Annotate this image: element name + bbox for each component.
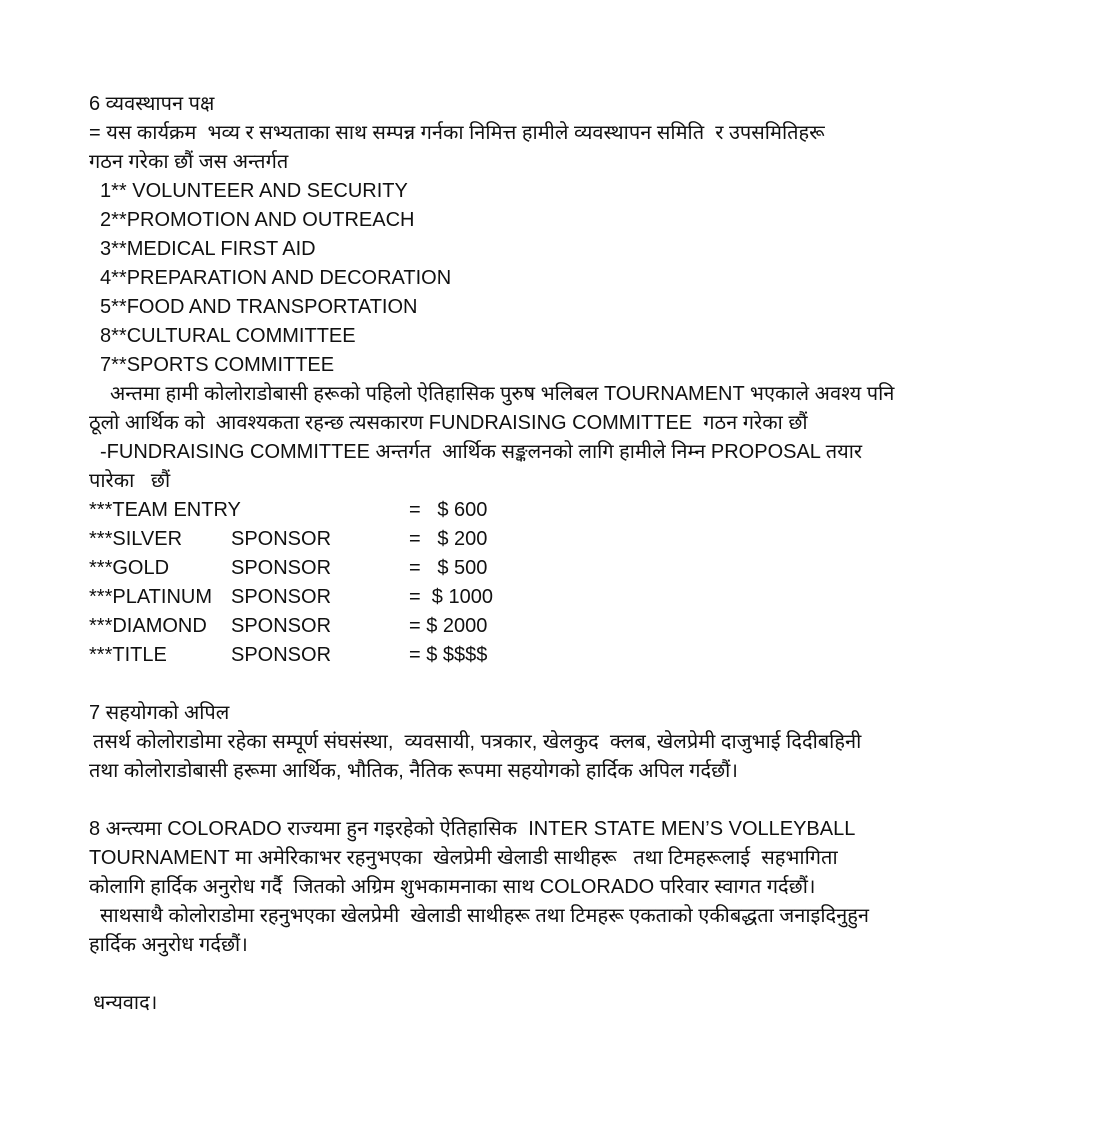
committee-item: 3**MEDICAL FIRST AID [100,238,316,260]
tier-name: ***SILVER [89,528,183,550]
section8-line3: कोलागि हार्दिक अनुरोध गर्दै जितको अग्रिम शुभकामनाका साथ COLORADO परिवार स्वागत गर्दछौं। [89,876,816,898]
section6-intro-line2: गठन गरेका छौं जस अन्तर्गत [89,151,289,173]
tier-amount: = $ 2000 [409,615,488,637]
tier-row-team-entry [89,496,1079,525]
tier-row-silver [89,525,1079,554]
tier-amount: = $ 500 [409,557,488,579]
tier-sponsor: SPONSOR [231,528,332,550]
tier-sponsor: SPONSOR [231,557,332,579]
section7-line1: तसर्थ कोलोराडोमा रहेका सम्पूर्ण संघसंस्था, व्यवसायी, पत्रकार, खेलकुद क्लब, खेलप्रेमी दाजुभाई दिदीबहिनी [93,731,862,753]
tier-row-platinum [89,583,1079,612]
tier-amount: = $ 600 [409,499,488,521]
section7-heading: 7 सहयोगको अपिल [89,702,230,724]
tier-amount: = $ 1000 [409,586,493,608]
spacer [89,670,1079,699]
spacer [89,960,1079,989]
proposal-line2: पारेका छौं [89,470,171,492]
committee-item: 8**CULTURAL COMMITTEE [100,325,356,347]
tier-row-gold [89,554,1079,583]
committee-item: 7**SPORTS COMMITTEE [100,354,335,376]
section8-line4: साथसाथै कोलोराडोमा रहनुभएका खेलप्रेमी खेलाडी साथीहरू तथा टिमहरू एकताको एकीबद्धता जनाइदिनुहुन [100,905,869,927]
tier-sponsor: SPONSOR [231,615,332,637]
tier-row-diamond [89,612,1079,641]
tier-name: ***PLATINUM [89,586,212,608]
tier-name: ***GOLD [89,557,170,579]
tier-name: ***DIAMOND [89,615,207,637]
section6-heading: 6 व्यवस्थापन पक्ष [89,93,215,115]
spacer [89,786,1079,815]
tier-name: ***TITLE [89,644,167,666]
committee-item: 1** VOLUNTEER AND SECURITY [100,180,408,202]
tier-amount: = $ 200 [409,528,488,550]
fundraising-line2: ठूलो आर्थिक को आवश्यकता रहन्छ त्यसकारण FUNDRAISING COMMITTEE गठन गरेका छौं [89,412,808,434]
closing-thanks: धन्यवाद। [93,992,158,1014]
section7-line2: तथा कोलोराडोबासी हरूमा आर्थिक, भौतिक, नैतिक रूपमा सहयोगको हार्दिक अपिल गर्दछौं। [89,760,738,782]
section6-intro-line1: = यस कार्यक्रम भव्य र सभ्यताका साथ सम्पन्न गर्नका निमित्त हामीले व्यवस्थापन समिति र उपसमितिहरू [89,122,825,144]
section8-line2: TOURNAMENT मा अमेरिकाभर रहनुभएका खेलप्रेमी खेलाडी साथीहरू तथा टिमहरूलाई सहभागिता [89,847,838,869]
committee-item: 4**PREPARATION AND DECORATION [100,267,452,289]
tier-row-title [89,641,1079,670]
fundraising-line1: अन्तमा हामी कोलोराडोबासी हरूको पहिलो ऐतिहासिक पुरुष भलिबल TOURNAMENT भएकाले अवश्य पनि [110,383,895,405]
section8-line5: हार्दिक अनुरोध गर्दछौं। [89,934,248,956]
committee-item: 5**FOOD AND TRANSPORTATION [100,296,418,318]
document-body [89,90,1079,1018]
section8-line1: 8 अन्त्यमा COLORADO राज्यमा हुन गइरहेको ऐतिहासिक INTER STATE MEN’S VOLLEYBALL [89,818,856,840]
committee-item: 2**PROMOTION AND OUTREACH [100,209,415,231]
proposal-line1: -FUNDRAISING COMMITTEE अन्तर्गत आर्थिक सङ्कलनको लागि हामीले निम्न PROPOSAL तयार [100,441,863,463]
tier-sponsor: SPONSOR [231,644,332,666]
tier-amount: = $ $$$$ [409,644,488,666]
tier-sponsor: SPONSOR [231,586,332,608]
tier-name: ***TEAM ENTRY [89,499,241,521]
